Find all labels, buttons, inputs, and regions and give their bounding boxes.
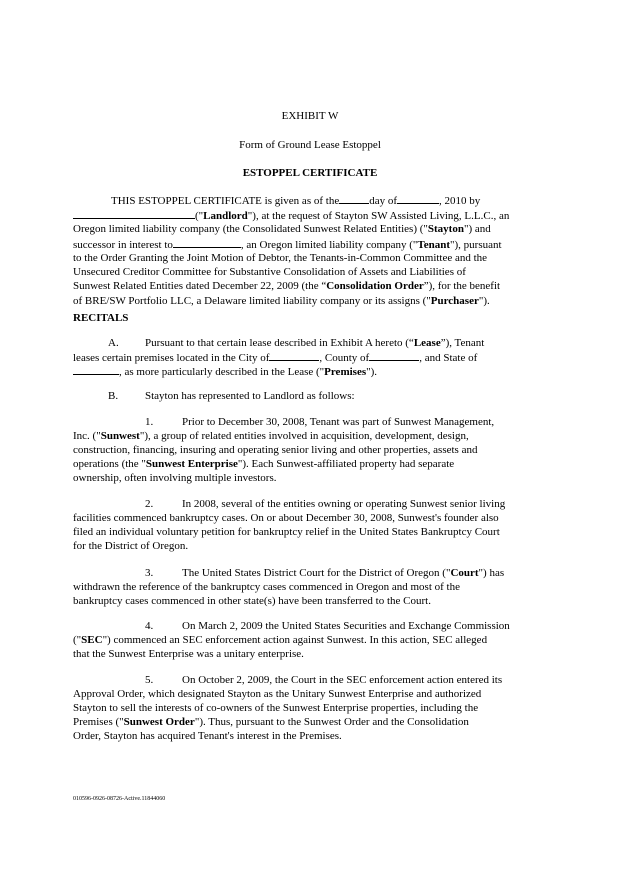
item-line: On March 2, 2009 the United States Securities and Exchange Commission (182, 620, 510, 632)
month-blank (397, 194, 439, 204)
item-line: Premises ("Sunwest Order"). Thus, pursuant to the Sunwest Order and the Consolidation (73, 716, 469, 728)
item-line: withdrawn the reference of the bankruptcy cases commenced in Oregon and most of the (73, 581, 460, 593)
item-line: ownership, often involving multiple investors. (73, 472, 277, 484)
recital-line: , as more particularly described in the Lease ("Premises"). (73, 365, 377, 379)
item-number: 1. (145, 416, 154, 428)
intro-line: to the Order Granting the Joint Motion of Debtor, the Tenants-in-Common Committee and the (73, 252, 488, 264)
item-line: On October 2, 2009, the Court in the SEC enforcement action entered its (182, 674, 503, 686)
item-line: Order, Stayton has acquired Tenant's interest in the Premises. (73, 730, 342, 742)
successor-blank (173, 238, 241, 248)
recital-line: leases certain premises located in the City of , County of , and State of (73, 352, 478, 364)
item-line: ("SEC") commenced an SEC enforcement action against Sunwest. In this action, SEC alleged (73, 634, 488, 646)
item-line: The United States District Court for the District of Oregon ("Court") has (182, 567, 505, 579)
item-line: Prior to December 30, 2008, Tenant was part of Sunwest Management, (182, 416, 495, 428)
recital-b-text: Stayton has represented to Landlord as follows: (145, 390, 355, 402)
item-number: 2. (145, 498, 154, 510)
certificate-title: ESTOPPEL CERTIFICATE (242, 167, 378, 179)
state-blank (73, 365, 119, 375)
item-number: 3. (145, 567, 154, 579)
item-line: Approval Order, which designated Stayton as the Unitary Sunwest Enterprise and authorized (73, 688, 482, 700)
landlord-blank (73, 209, 195, 219)
recitals-heading: RECITALS (73, 312, 129, 324)
item-line: facilities commenced bankruptcy cases. On or about December 30, 2008, Sunwest's founder also (73, 512, 499, 524)
document-id-footer: 010596-0926-08726-Active.11844060 (73, 796, 166, 802)
intro-line: THIS ESTOPPEL CERTIFICATE is given as of the day of , 2010 by (111, 195, 481, 207)
exhibit-label: EXHIBIT W (281, 110, 339, 122)
recital-a-label: A. (108, 337, 119, 349)
intro-line: successor in interest to , an Oregon limited liability company ("Tenant"), pursuant (73, 239, 502, 251)
item-line: Stayton to sell the interests of co-owners of the Sunwest Enterprise properties, including the (73, 702, 479, 714)
item-line: Inc. ("Sunwest"), a group of related entities involved in acquisition, development, design, (73, 430, 469, 442)
item-number: 5. (145, 674, 154, 686)
intro-line: ("Landlord"), at the request of Stayton SW Assisted Living, L.L.C., an (73, 209, 509, 223)
item-line: operations (the "Sunwest Enterprise"). Each Sunwest-affiliated property had separate (73, 458, 455, 470)
form-title: Form of Ground Lease Estoppel (239, 139, 381, 151)
item-line: bankruptcy cases commenced in other state(s) have been transferred to the Court. (73, 595, 431, 607)
intro-line: Unsecured Creditor Committee for Substantive Consolidation of Assets and Liabilities of (73, 266, 466, 278)
item-line: that the Sunwest Enterprise was a unitary enterprise. (73, 648, 304, 660)
item-line: filed an individual voluntary petition for bankruptcy relief in the United States Bankruptcy Court (73, 526, 500, 538)
item-line: for the District of Oregon. (73, 540, 189, 552)
intro-line: of BRE/SW Portfolio LLC, a Delaware limited liability company or its assigns ("Purchaser"). (73, 295, 490, 307)
date-blank (339, 194, 369, 204)
city-blank (269, 351, 319, 361)
recital-b-label: B. (108, 390, 119, 402)
county-blank (369, 351, 419, 361)
recital-line: Pursuant to that certain lease described in Exhibit A hereto (“Lease”), Tenant (145, 337, 485, 349)
item-line: In 2008, several of the entities owning or operating Sunwest senior living (182, 498, 506, 510)
intro-line: Sunwest Related Entities dated December 22, 2009 (the “Consolidation Order”), for the benefit (73, 280, 501, 292)
item-number: 4. (145, 620, 154, 632)
intro-line: Oregon limited liability company (the Consolidated Sunwest Related Entities) ("Stayton") and (73, 223, 491, 235)
item-line: construction, financing, insuring and operating senior living and other properties, assets and (73, 444, 478, 456)
